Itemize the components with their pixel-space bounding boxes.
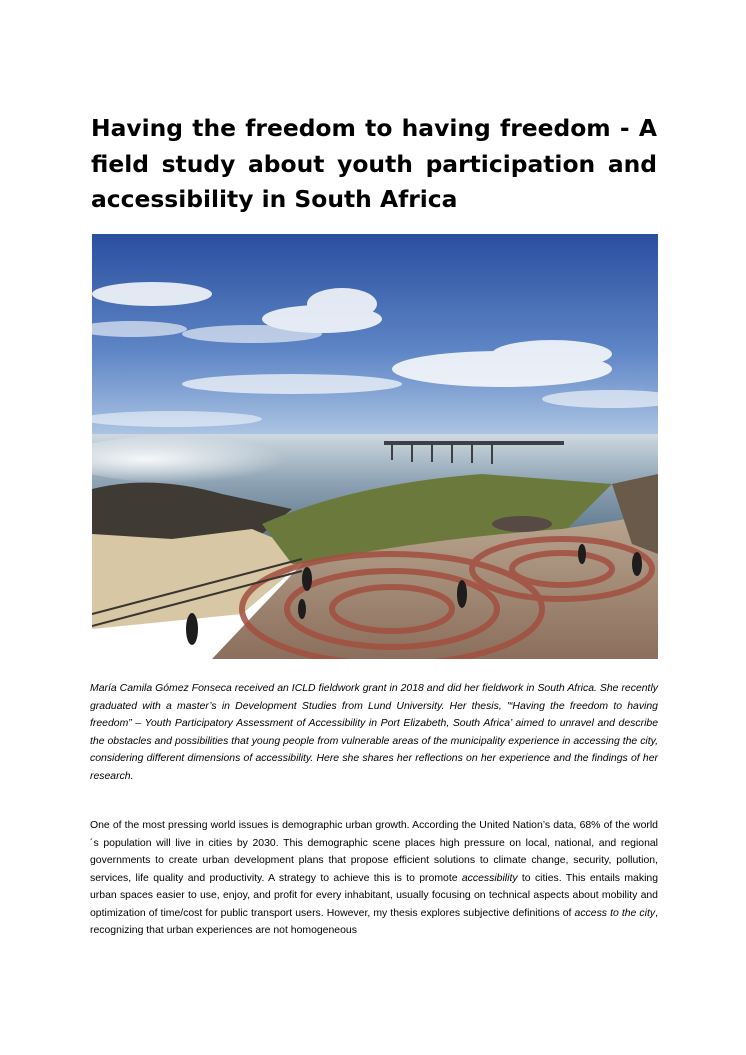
body-emphasis-accessibility: accessibility: [461, 872, 518, 884]
body-text-2: to cities. This entails making urban spaces easier to use, enjoy, and profit for every inhabitant, usually focusing on technical aspects about mobility and optimization of time/cost for public transport users. However, my thesis explores subjective definitions of: [90, 872, 659, 919]
body-text-1: One of the most pressing world issues is demographic urban growth. According the United Nation’s data, 68% of the world´s population will live in cities by 2030. This demographic scene places high pressure on local, national, and regional governments to create urban development plans that propose efficient solutions to climate change, security, pollution, services, life quality and productivity. A strategy to achieve this is to promote: [90, 820, 658, 884]
article-photo: [92, 234, 658, 659]
body-paragraph: [90, 817, 658, 940]
article-title: Having the freedom to having freedom - A field study about youth participation and accessibility in South Africa: [91, 114, 657, 213]
intro-paragraph: María Camila Gómez Fonseca received an ICLD fieldwork grant in 2018 and did her fieldwork in South Africa. She recently graduated with a master’s in Development Studies from Lund University. Her thesis, '“Having the freedom to having freedom” – Youth Participatory Assessment of Accessibility in Port Elizabeth, South Africa’ aimed to unravel and describe the obstacles and possibilities that young people from vulnerable areas of the municipality experience in accessing the city, considering different dimensions of accessibility. Here she shares her reflections on her experience and the findings of her research.: [90, 683, 658, 782]
body-text-3: , recognizing that urban experiences are not homogeneous: [90, 907, 658, 936]
body-emphasis-access-to-the-city: access to the city: [574, 907, 656, 919]
